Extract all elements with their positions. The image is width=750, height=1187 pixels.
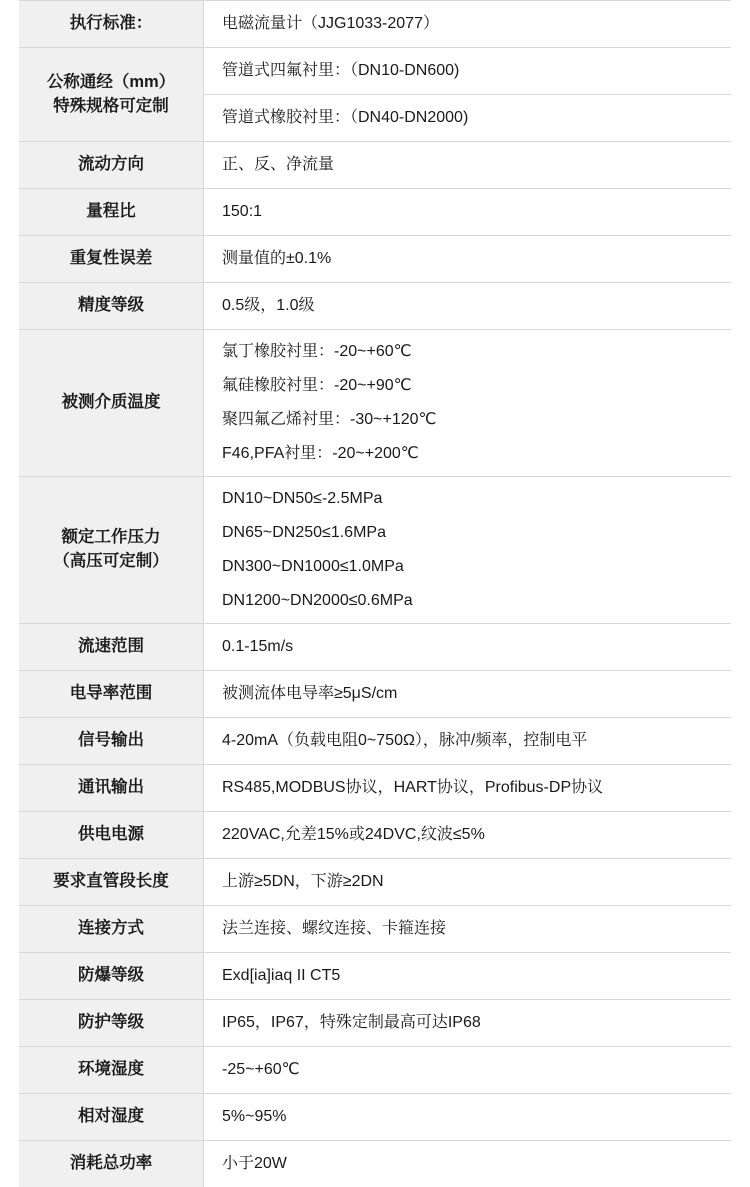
value-line: DN65~DN250≤1.6MPa <box>222 516 725 550</box>
row-label-relative-humidity: 相对湿度 <box>19 1094 204 1141</box>
row-value-rated-pressure <box>204 477 732 624</box>
table-row <box>19 1094 731 1141</box>
table-row <box>19 1047 731 1094</box>
row-label-ambient-humidity: 环境湿度 <box>19 1047 204 1094</box>
table-row <box>19 718 731 765</box>
row-value-ambient-humidity: -25~+60℃ <box>204 1047 732 1094</box>
row-label-communication-output: 通讯输出 <box>19 765 204 812</box>
row-label-signal-output: 信号输出 <box>19 718 204 765</box>
value-line: F46,PFA衬里：-20~+200℃ <box>222 437 725 468</box>
row-value-signal-output: 4-20mA（负载电阻0~750Ω），脉冲/频率，控制电平 <box>204 718 732 765</box>
table-row <box>19 477 731 624</box>
row-value-total-power-consumption: 小于20W <box>204 1141 732 1187</box>
row-value-turndown-ratio: 150:1 <box>204 189 732 236</box>
row-label-conductivity-range: 电导率范围 <box>19 671 204 718</box>
row-value-flow-direction: 正、反、净流量 <box>204 142 732 189</box>
row-value-connection-type: 法兰连接、螺纹连接、卡箍连接 <box>204 906 732 953</box>
row-label-power-supply: 供电电源 <box>19 812 204 859</box>
row-value-protection-grade: IP65，IP67，特殊定制最高可达IP68 <box>204 1000 732 1047</box>
table-row <box>19 330 731 477</box>
row-label-velocity-range: 流速范围 <box>19 624 204 671</box>
row-value-straight-pipe-length: 上游≥5DN，下游≥2DN <box>204 859 732 906</box>
table-row <box>19 859 731 906</box>
row-value-conductivity-range: 被测流体电导率≥5μS/cm <box>204 671 732 718</box>
row-value-relative-humidity: 5%~95% <box>204 1094 732 1141</box>
row-value-nominal-diameter-ptfe: 管道式四氟衬里：（DN10-DN600) <box>204 48 732 95</box>
row-label-line: 特殊规格可定制 <box>25 95 197 119</box>
table-row <box>19 189 731 236</box>
specifications-table-body <box>19 1 731 1187</box>
table-row <box>19 48 731 95</box>
row-label-connection-type: 连接方式 <box>19 906 204 953</box>
value-line: 聚四氟乙烯衬里：-30~+120℃ <box>222 403 725 437</box>
row-label-flow-direction: 流动方向 <box>19 142 204 189</box>
row-value-medium-temperature <box>204 330 732 477</box>
row-value-communication-output: RS485,MODBUS协议，HART协议，Profibus-DP协议 <box>204 765 732 812</box>
table-row <box>19 812 731 859</box>
table-row <box>19 953 731 1000</box>
value-line: DN10~DN50≤-2.5MPa <box>222 485 725 516</box>
row-value-accuracy-class: 0.5级，1.0级 <box>204 283 732 330</box>
value-line: DN1200~DN2000≤0.6MPa <box>222 584 725 615</box>
row-label-nominal-diameter <box>19 48 204 142</box>
value-line: DN300~DN1000≤1.0MPa <box>222 550 725 584</box>
row-label-line: 额定工作压力 <box>25 526 197 550</box>
row-label-straight-pipe-length: 要求直管段长度 <box>19 859 204 906</box>
row-label-line: 公称通经（mm） <box>25 71 197 95</box>
row-value-nominal-diameter-rubber: 管道式橡胶衬里：（DN40-DN2000) <box>204 95 732 142</box>
row-label-medium-temperature: 被测介质温度 <box>19 330 204 477</box>
row-value-explosion-proof-grade: Exd[ia]iaq II CT5 <box>204 953 732 1000</box>
table-row <box>19 1000 731 1047</box>
row-label-repeatability-error: 重复性误差 <box>19 236 204 283</box>
row-label-line: （高压可定制） <box>25 550 197 574</box>
row-value-repeatability-error: 测量值的±0.1% <box>204 236 732 283</box>
table-row <box>19 236 731 283</box>
value-line: 氯丁橡胶衬里：-20~+60℃ <box>222 338 725 369</box>
row-label-standard: 执行标准： <box>19 1 204 48</box>
row-value-power-supply: 220VAC,允差15%或24DVC,纹波≤5% <box>204 812 732 859</box>
table-row <box>19 906 731 953</box>
row-label-explosion-proof-grade: 防爆等级 <box>19 953 204 1000</box>
table-row <box>19 765 731 812</box>
row-value-standard: 电磁流量计（JJG1033-2077） <box>204 1 732 48</box>
table-row <box>19 1 731 48</box>
row-value-velocity-range: 0.1-15m/s <box>204 624 732 671</box>
table-row <box>19 283 731 330</box>
row-label-protection-grade: 防护等级 <box>19 1000 204 1047</box>
row-label-rated-pressure <box>19 477 204 624</box>
table-row <box>19 1141 731 1187</box>
table-row <box>19 142 731 189</box>
table-row <box>19 671 731 718</box>
row-label-total-power-consumption: 消耗总功率 <box>19 1141 204 1187</box>
table-row <box>19 624 731 671</box>
row-label-turndown-ratio: 量程比 <box>19 189 204 236</box>
specifications-table <box>19 0 731 1187</box>
value-line: 氟硅橡胶衬里：-20~+90℃ <box>222 369 725 403</box>
row-label-accuracy-class: 精度等级 <box>19 283 204 330</box>
